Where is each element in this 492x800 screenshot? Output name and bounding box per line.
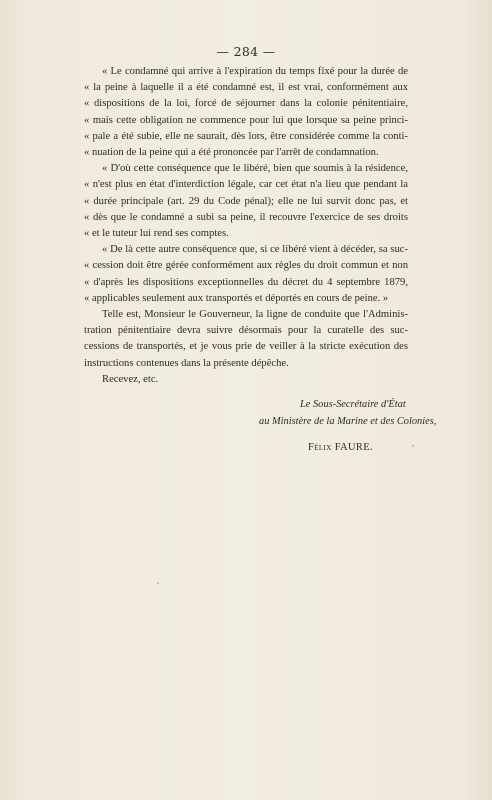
signature-title-line1: Le Sous-Secrétaire d'État (300, 399, 406, 410)
paragraph-4 (84, 307, 408, 372)
paragraph-3 (84, 242, 408, 307)
text-line: « durée principale (art. 29 du Code pénal); elle ne lui survit donc pas, et (84, 195, 408, 207)
signature-name-text: Félix FAURE. (308, 442, 374, 453)
text-line: « mais cette obligation ne commence pour lui que lorsque sa peine princi- (84, 114, 408, 126)
paragraph-2 (84, 161, 408, 242)
text-line: « D'où cette conséquence que le libéré, bien que soumis à la résidence, (102, 163, 408, 175)
paragraph-5 (84, 372, 408, 388)
signature-title-line2: au Ministère de la Marine et des Colonies, (259, 416, 437, 427)
text-line: tration pénitentiaire devra suivre désormais pour la curatelle des suc- (84, 325, 408, 337)
text-line: cessions de transportés, et je vous prie de veiller à la stricte exécution des (84, 341, 408, 353)
paper-speck (157, 582, 159, 584)
text-line: « dispositions de la loi, forcé de séjourner dans la colonie pénitentiaire, (84, 98, 408, 110)
text-line: « dès que le condamné a subi sa peine, il recouvre l'exercice de ses droits (84, 211, 408, 223)
text-line: « et le tuteur lui rend ses comptes. (84, 228, 229, 240)
text-line: instructions contenues dans la présente dépêche. (84, 357, 289, 369)
closing-line: Recevez, etc. (102, 373, 159, 385)
text-line: « cession doit être gérée conformément aux règles du droit commun et non (84, 260, 408, 272)
text-line: « De là cette autre conséquence que, si ce libéré vient à décéder, sa suc- (102, 244, 408, 256)
text-line: Telle est, Monsieur le Gouverneur, la ligne de conduite que l'Adminis- (102, 309, 408, 321)
page-number: — 284 — (216, 44, 276, 59)
signature-name (308, 442, 373, 453)
paper-speck (412, 445, 414, 447)
body-text (84, 64, 408, 388)
text-line: « nuation de la peine qui a été prononcée par l'arrêt de condamnation. (84, 147, 379, 159)
paragraph-1 (84, 64, 408, 161)
text-line: « la peine à laquelle il a été condamné est, il est vrai, conformément aux (84, 82, 408, 94)
text-line: « d'après les dispositions exceptionnelles du décret du 4 septembre 1879, (84, 276, 408, 288)
text-line: « Le condamné qui arrive à l'expiration du temps fixé pour la durée de (102, 66, 408, 77)
text-line: « applicables seulement aux transportés et déportés en cours de peine. » (84, 292, 389, 304)
text-line: « pale a été subie, elle ne saurait, dès lors, être considérée comme la conti- (84, 130, 408, 142)
text-line: « n'est plus en état d'interdiction légale, car cet état n'a lieu que pendant la (84, 179, 408, 191)
